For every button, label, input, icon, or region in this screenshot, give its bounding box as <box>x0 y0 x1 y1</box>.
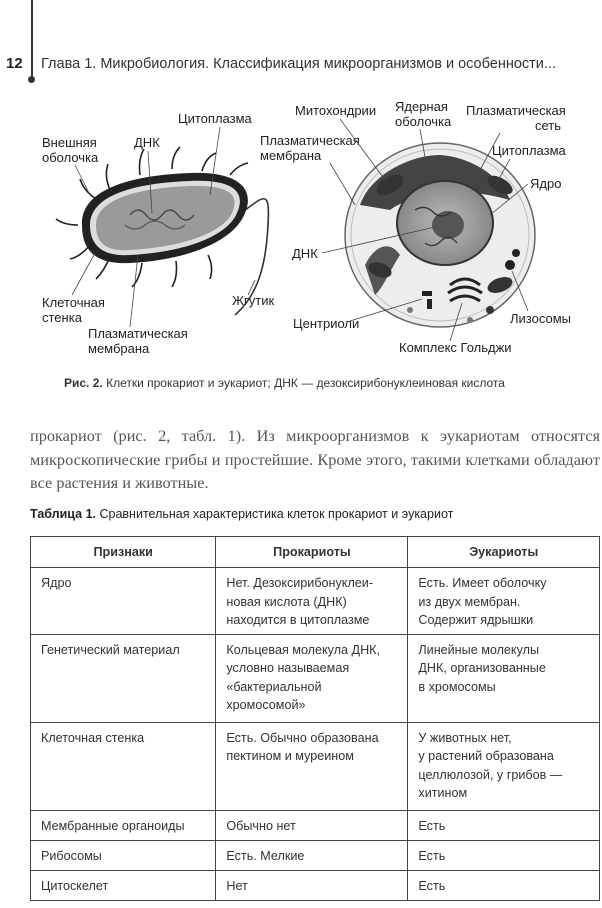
cell-eukaryote: Есть <box>408 870 600 900</box>
cell-feature: Генетический материал <box>31 634 216 722</box>
label-prok-dna: ДНК <box>134 135 160 150</box>
label-euk-plasmatic-network-1: Плазматическая <box>466 103 566 118</box>
table-row <box>31 840 600 870</box>
table-row <box>31 870 600 900</box>
table-row <box>31 722 600 810</box>
figure-caption-text: Клетки прокариот и эукариот; ДНК — дезоксирибонуклеиновая кислота <box>106 376 505 390</box>
cell-feature: Ядро <box>31 568 216 635</box>
label-prok-plasma-membrane-1: Плазматическая <box>88 326 188 341</box>
header-dot <box>28 76 35 83</box>
label-prok-cell-wall-1: Клеточная <box>42 295 105 310</box>
table-row <box>31 568 600 635</box>
cell-prokaryote: Нет. Дезоксирибонуклеи- новая кислота (ДНК) находится в цитоплазме <box>216 568 408 635</box>
label-euk-mitochondria: Митохондрии <box>295 103 377 118</box>
table-title-prefix: Таблица 1. <box>30 507 96 521</box>
table-header-row <box>31 537 600 568</box>
cell-eukaryote: Есть. Имеет оболочку из двух мембран. Содержит ядрышки <box>408 568 600 635</box>
cell-prokaryote: Есть. Обычно образована пектином и муреином <box>216 722 408 810</box>
label-prok-flagellum: Жгутик <box>232 293 275 308</box>
label-euk-lysosomes: Лизосомы <box>510 311 571 326</box>
label-prok-cytoplasm: Цитоплазма <box>178 111 252 126</box>
running-head: Глава 1. Микробиология. Классификация микроорганизмов и особенности... <box>41 56 556 72</box>
table-title <box>30 507 453 521</box>
label-euk-plasma-membrane-2: мембрана <box>260 148 322 163</box>
label-prok-outer-membrane-2: оболочка <box>42 150 99 165</box>
body-paragraph: прокариот (рис. 2, табл. 1). Из микроорганизмов к эукариотам относятся микроскопические грибы и простейшие. Кроме этого, такими клетками обладают все растения и животные. <box>30 426 600 492</box>
label-euk-centrioles: Центриоли <box>293 316 360 331</box>
label-euk-nucleus: Ядро <box>530 176 562 191</box>
table-title-text: Сравнительная характеристика клеток прокариот и эукариот <box>99 507 454 521</box>
eukaryote-cell <box>345 143 535 327</box>
header-features: Признаки <box>31 537 216 568</box>
cell-eukaryote: Есть <box>408 840 600 870</box>
cell-prokaryote: Кольцевая молекула ДНК, условно называемая «бактериальной хромосомой» <box>216 634 408 722</box>
header-rule <box>31 0 33 80</box>
cell-prokaryote: Нет <box>216 870 408 900</box>
cell-eukaryote: Есть <box>408 810 600 840</box>
cell-feature: Цитоскелет <box>31 870 216 900</box>
comparison-table <box>30 536 600 901</box>
cell-prokaryote: Есть. Мелкие <box>216 840 408 870</box>
figure-caption <box>64 376 505 390</box>
label-euk-golgi: Комплекс Гольджи <box>399 340 512 355</box>
figure-caption-prefix: Рис. 2. <box>64 376 103 390</box>
cell-feature: Мембранные органоиды <box>31 810 216 840</box>
table-row <box>31 810 600 840</box>
cell-eukaryote: У животных нет, у растений образована целлюлозой, у грибов — хитином <box>408 722 600 810</box>
label-euk-plasma-membrane-1: Плазматическая <box>260 133 360 148</box>
cell-feature: Рибосомы <box>31 840 216 870</box>
label-euk-plasmatic-network-2: сеть <box>535 118 562 133</box>
cell-eukaryote: Линейные молекулы ДНК, организованные в хромосомы <box>408 634 600 722</box>
label-prok-cell-wall-2: стенка <box>42 310 82 325</box>
header-eukaryotes: Эукариоты <box>408 537 600 568</box>
figure-cells <box>30 95 590 370</box>
prokaryote-cell <box>56 147 268 315</box>
cell-prokaryote: Обычно нет <box>216 810 408 840</box>
label-euk-nuclear-envelope-2: оболочка <box>395 114 452 129</box>
cell-feature: Клеточная стенка <box>31 722 216 810</box>
label-euk-cytoplasm: Цитоплазма <box>492 143 566 158</box>
header-prokaryotes: Прокариоты <box>216 537 408 568</box>
cells-illustration <box>30 95 590 370</box>
table-row <box>31 634 600 722</box>
label-euk-nuclear-envelope-1: Ядерная <box>395 99 448 114</box>
label-euk-dna: ДНК <box>292 246 318 261</box>
label-prok-plasma-membrane-2: мембрана <box>88 341 150 356</box>
label-prok-outer-membrane-1: Внешняя <box>42 135 97 150</box>
page-number: 12 <box>6 55 23 72</box>
